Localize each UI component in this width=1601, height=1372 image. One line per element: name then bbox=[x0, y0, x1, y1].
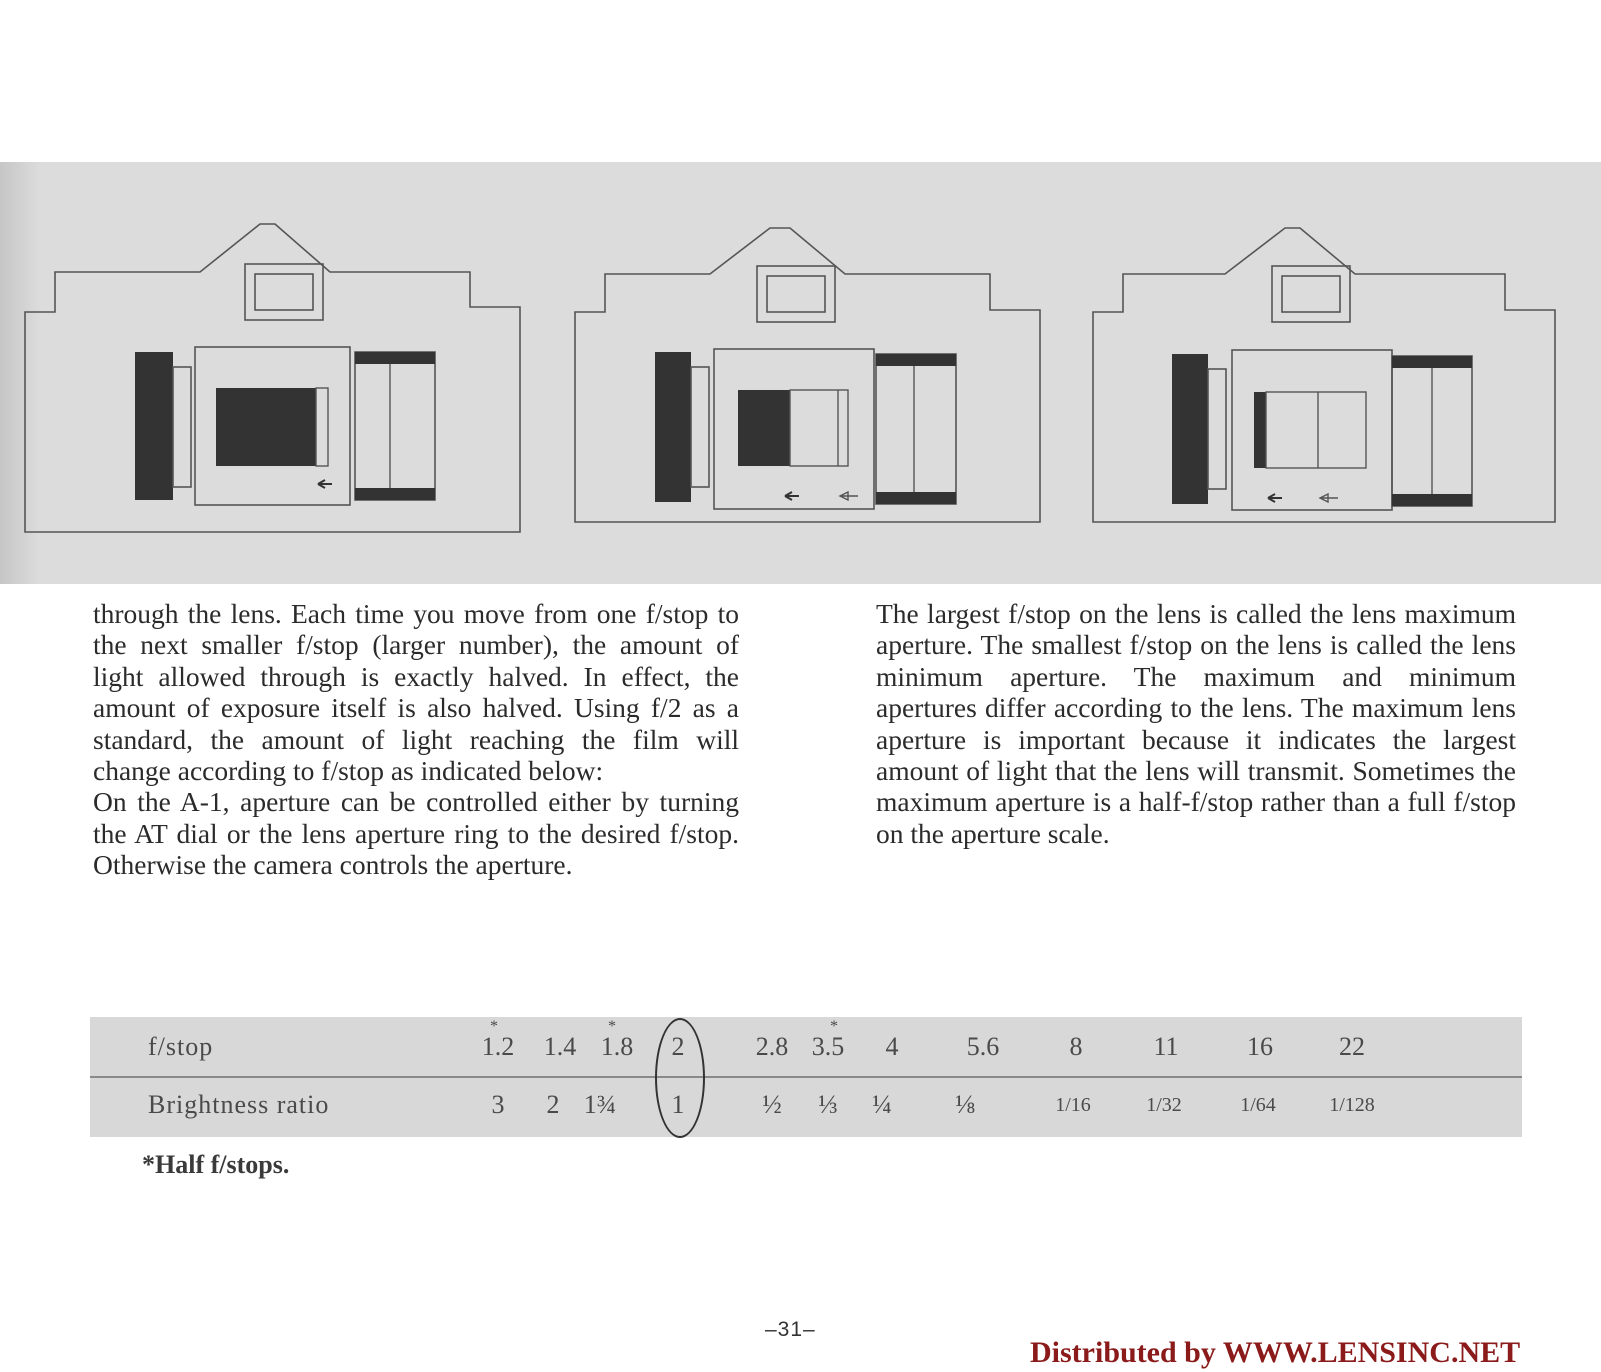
ratio-cell: 1/64 bbox=[1240, 1094, 1276, 1116]
footnote: *Half f/stops. bbox=[142, 1150, 290, 1179]
ratio-cell: 1/16 bbox=[1055, 1094, 1091, 1116]
half-stop-marker: * bbox=[608, 1018, 616, 1035]
ratio-cell: 1/128 bbox=[1329, 1094, 1375, 1116]
fstop-cell: 1.4 bbox=[543, 1032, 577, 1061]
half-stop-marker: * bbox=[490, 1018, 498, 1035]
table-divider bbox=[90, 1076, 1522, 1078]
ratio-cell: ¼ bbox=[872, 1090, 892, 1119]
fstop-cell: 1.2 bbox=[481, 1032, 515, 1061]
shutter-assembly-2 bbox=[655, 349, 956, 509]
fstop-cell: 22 bbox=[1339, 1032, 1365, 1061]
fstop-cell: 2.8 bbox=[755, 1032, 789, 1061]
ratio-cell: 2 bbox=[546, 1090, 560, 1119]
standard-stop-circle bbox=[655, 1018, 705, 1138]
ratio-cell: 3 bbox=[491, 1090, 505, 1119]
ratio-cell: ⅛ bbox=[955, 1090, 975, 1119]
distributor-watermark: Distributed by WWW.LENSINC.NET bbox=[1030, 1336, 1521, 1369]
page-number: –31– bbox=[765, 1318, 816, 1341]
right-text-column bbox=[876, 598, 1516, 849]
fstop-cell: 11 bbox=[1153, 1032, 1179, 1061]
fstop-cell: 16 bbox=[1247, 1032, 1273, 1061]
ratio-cell: 1/32 bbox=[1146, 1094, 1182, 1116]
paragraph-max-aperture: The largest f/stop on the lens is called the lens maximum aperture. The smallest f/stop on the lens is called the lens minimum aperture. The maximum and minimum apertures differ according to the lens. The maximum lens aperture is important because it indicates the largest amount of light that the lens will transmit. Sometimes the maximum aperture is a half-f/stop rather than a full f/stop on the aperture scale. bbox=[876, 598, 1516, 849]
half-stop-marker: * bbox=[830, 1018, 838, 1035]
shutter-assembly-3 bbox=[1172, 350, 1472, 510]
fstop-cell: 2 bbox=[671, 1032, 685, 1061]
fstop-cell: 1.8 bbox=[600, 1032, 634, 1061]
ratio-cell: 1¾ bbox=[583, 1090, 617, 1119]
fstop-cell: 5.6 bbox=[966, 1032, 1000, 1061]
ratio-cell: ⅓ bbox=[818, 1090, 838, 1119]
fstop-row-label: f/stop bbox=[148, 1032, 214, 1061]
fstop-cell: 3.5 bbox=[811, 1032, 845, 1061]
brightness-row-label: Brightness ratio bbox=[148, 1090, 330, 1119]
aperture-illustrations bbox=[0, 162, 1601, 582]
paragraph-fstop-halving: through the lens. Each time you move from one f/stop to the next smaller f/stop (larger number), the amount of light allowed through is exactly halved. In effect, the amount of exposure itself is also halved. Using f/2 as a standard, the amount of light reaching the film will change according to f/stop as indicated below: bbox=[93, 598, 739, 787]
fstop-cell: 4 bbox=[885, 1032, 899, 1061]
paragraph-a1-aperture: On the A-1, aperture can be controlled either by turning the AT dial or the lens aperture ring to the desired f/stop. Otherwise the camera controls the aperture. bbox=[93, 786, 739, 881]
fstop-cell: 8 bbox=[1069, 1032, 1083, 1061]
left-text-column bbox=[93, 598, 739, 881]
ratio-cell: 1 bbox=[671, 1090, 685, 1119]
ratio-cell: ½ bbox=[762, 1090, 782, 1119]
shutter-assembly-1 bbox=[135, 347, 435, 505]
